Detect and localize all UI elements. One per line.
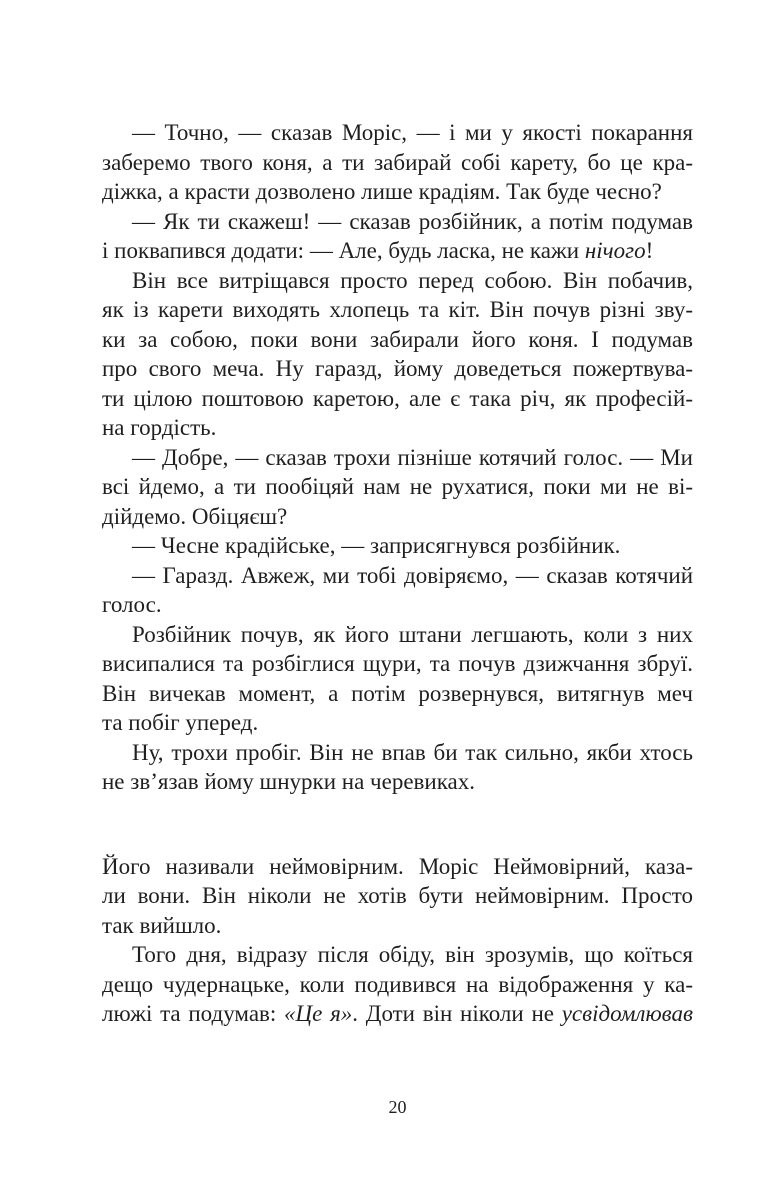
page-number: 20 [388, 1097, 407, 1117]
text-line [102, 413, 693, 443]
text-segment: та побіг уперед. [102, 710, 259, 735]
text-line [102, 738, 693, 768]
text-segment: . Доти він ніколи не [352, 1001, 562, 1026]
text-segment: дійдемо. Обіцяєш? [102, 503, 288, 529]
text-segment: Того дня, відразу після обіду, він зрозумів, що коїться [132, 942, 693, 967]
text-segment: — Точно, — сказав Моріс, — і ми у якості покарання [132, 120, 693, 145]
text-segment: дещо чудернацьке, коли подивився на відображення у ка- [102, 971, 693, 997]
text-line [102, 354, 693, 384]
text-line [102, 384, 693, 414]
text-line [102, 679, 693, 709]
text-segment: голос. [102, 592, 162, 617]
text-line [102, 620, 693, 650]
text-line [102, 531, 693, 561]
text-line [102, 767, 693, 797]
text-segment: заберемо твого коня, а ти забирай собі карету, бо це кра- [102, 149, 693, 175]
text-line [102, 561, 693, 591]
text-segment: — Чесне крадійське, — заприсягнувся розбійник. [132, 533, 621, 558]
text-segment: ли вони. Він ніколи не хотів бути неймовірним. Просто [102, 883, 693, 908]
text-line [102, 940, 693, 970]
text-segment: Ну, трохи пробіг. Він не впав би так сильно, якби хтось [132, 739, 693, 765]
text-line [102, 177, 693, 207]
text-segment: не зв’язав йому шнурки на черевиках. [102, 769, 475, 794]
text-line [102, 266, 693, 296]
text-segment: висипалися та розбіглися щури, та почув дзижчання збруї. [102, 651, 693, 676]
text-segment: — Як ти скажеш! — сказав розбійник, а потім подумав [132, 208, 693, 234]
text-segment: всі йдемо, а ти пообіцяй нам не рухатися, поки ми не ві- [102, 474, 693, 499]
text-segment: — Гаразд. Авжеж, ми тобі довіряємо, — сказав котячий [132, 562, 693, 588]
text-line [102, 999, 693, 1029]
text-line [102, 590, 693, 620]
text-segment-italic: «Це я» [284, 1001, 353, 1026]
text-block [102, 118, 693, 1029]
text-segment: ! [645, 238, 654, 263]
text-segment: і поквапився додати: — Але, будь ласка, не кажи [102, 238, 585, 263]
text-line [102, 236, 693, 266]
text-line [102, 881, 693, 911]
text-line [102, 118, 693, 148]
text-segment: Він все витріщався просто перед собою. Він побачив, [132, 267, 693, 293]
text-segment-italic: усвідомлював [561, 1001, 693, 1026]
section [102, 852, 693, 1029]
text-line [102, 852, 693, 882]
text-line [102, 443, 693, 473]
text-segment: Розбійник почув, як його штани легшають, коли з них [132, 621, 693, 647]
text-segment: Його називали неймовірним. Моріс Неймовірний, каза- [102, 853, 693, 879]
text-line [102, 295, 693, 325]
text-segment: як із карети виходять хлопець та кіт. Він почув різні зву- [102, 297, 693, 322]
text-segment: ти цілою поштовою каретою, але є така річ, як професій- [102, 385, 693, 411]
text-line [102, 502, 693, 532]
text-line [102, 911, 693, 941]
text-line [102, 148, 693, 178]
text-line [102, 708, 693, 738]
text-segment: про свого меча. Ну гаразд, йому доведеться пожертвува- [102, 356, 693, 381]
text-line [102, 472, 693, 502]
text-segment-italic: нічого [584, 238, 646, 263]
text-segment: на гордість. [102, 415, 217, 440]
text-line [102, 207, 693, 237]
section [102, 118, 693, 797]
text-segment: ки за собою, поки вони забирали його коня. І подумав [102, 326, 693, 352]
text-line [102, 325, 693, 355]
text-segment: Він вичекав момент, а потім розвернувся, витягнув меч [102, 680, 693, 706]
text-segment: люжі та подумав: [102, 1001, 285, 1026]
text-segment: діжка, а красти дозволено лише крадіям. Так буде чесно? [102, 179, 662, 204]
text-segment: — Добре, — сказав трохи пізніше котячий голос. — Ми [132, 444, 693, 470]
text-line [102, 970, 693, 1000]
text-segment: так вийшло. [102, 912, 222, 938]
text-line [102, 649, 693, 679]
